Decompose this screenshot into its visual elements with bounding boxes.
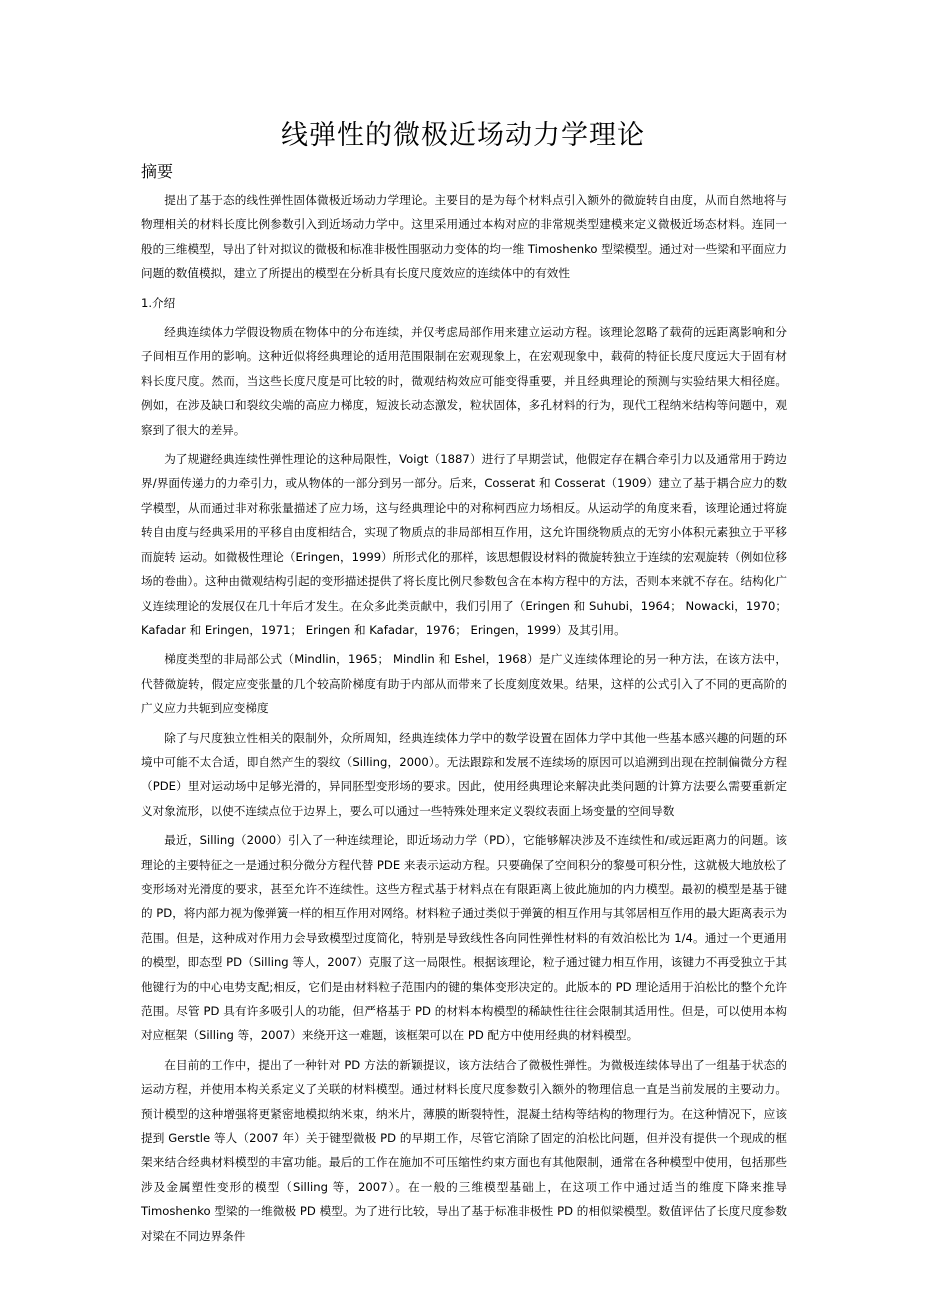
body-paragraph: 在目前的工作中，提出了一种针对 PD 方法的新颖提议，该方法结合了微极性弹性。为微极连续体导出了一组基于状态的运动方程，并使用本构关系定义了关联的材料模型。通过材料长度尺度参数引入额外的物理信息一直是当前发展的主要动力。预计模型的这种增强将更紧密地模拟纳米束，纳米片，薄膜的断裂特性，混凝土结构等结构的物理行为。在这种情况下，应该提到 Gerstle 等人（2007 年）关于键型微极 PD 的早期工作，尽管它消除了固定的泊松比问题，但并没有提供一个现成的框架来结合经典材料模型的丰富功能。最后的工作在施加不可压缩性约束方面也有其他限制，通常在各种模型中使用，包括那些涉及金属塑性变形的模型（Silling 等，2007）。在一般的三维模型基础上，在这项工作中通过适当的维度下降来推导 Timoshenko 型梁的一维微极 PD 模型。为了进行比较，导出了基于标准非极性 PD 的相似梁模型。数值评估了长度尺度参数对梁在不同边界条件 <box>141 1057 787 1243</box>
body-paragraph: 为了规避经典连续性弹性理论的这种局限性，Voigt（1887）进行了早期尝试，他假定存在耦合牵引力以及通常用于跨边界/界面传递力的力牵引力，或从物体的一部分到另一部分。后来，Cosserat 和 Cosserat（1909）建立了基于耦合应力的数学模型，从而通过非对称张量描述了应力场，这与经典理论中的对称柯西应力场相反。从运动学的角度来看，该理论通过将旋转自由度与经典采用的平移自由度相结合，实现了物质点的非局部相互作用，这允许围绕物质点的无穷小体积元素独立于平移而旋转 运动。如微极性理论（Eringen，1999）所形式化的那样，该思想假设材料的微旋转独立于连续的宏观旋转（例如位移场的卷曲）。这种由微观结构引起的变形描述提供了将长度比例尺参数包含在本构方程中的方法，否则本来就不存在。结构化广义连续理论的发展仅在几十年后才发生。在众多此类贡献中，我们引用了（Eringen 和 Suhubi，1964； Nowacki，1970； Kafadar 和 Eringen，1971； Eringen 和 Kafadar，1976； Eringen，1999）及其引用。 <box>141 452 787 637</box>
document-body <box>141 188 787 1248</box>
abstract-paragraph: 提出了基于态的线性弹性固体微极近场动力学理论。主要目的是为每个材料点引入额外的微旋转自由度，从而自然地将与物理相关的材料长度比例参数引入到近场动力学中。这里采用通过本构对应的非常规类型建模来定义微极近场态材料。连同一般的三维模型，导出了针对拟议的微极和标准非极性围驱动力变体的均一维 Timoshenko 型梁模型。通过对一些梁和平面应力问题的数值模拟，建立了所提出的模型在分析具有长度尺度效应的连续体中的有效性 <box>141 193 787 281</box>
body-paragraph: 最近，Silling（2000）引入了一种连续理论，即近场动力学（PD），它能够解决涉及不连续性和/或远距离力的问题。该理论的主要特征之一是通过积分微分方程代替 PDE 来表示运动方程。只要确保了空间积分的黎曼可积分性，这就极大地放松了变形场对光滑度的要求，甚至允许不连续性。这些方程式基于材料点在有限距离上彼此施加的内力模型。最初的模型是基于键的 PD，将内部力视为像弹簧一样的相互作用对网络。材料粒子通过类似于弹簧的相互作用与其邻居相互作用的最大距离表示为范围。但是，这种成对作用力会导致模型过度简化，特别是导致线性各向同性弹性材料的有效泊松比为 1/4。通过一个更通用的模型，即态型 PD（Silling 等人，2007）克服了这一局限性。根据该理论，粒子通过键力相互作用，该键力不再受独立于其他键行为的中心电势支配;相反，它们是由材料粒子范围内的键的集体变形决定的。此版本的 PD 理论适用于泊松比的整个允许范围。尽管 PD 具有许多吸引人的功能，但严格基于 PD 的材料本构模型的稀缺性往往会限制其适用性。但是，可以使用本构对应框架（Silling 等，2007）来绕开这一难题，该框架可以在 PD 配方中使用经典的材料模型。 <box>141 833 787 1043</box>
body-paragraph: 经典连续体力学假设物质在物体中的分布连续，并仅考虑局部作用来建立运动方程。该理论忽略了载荷的远距离影响和分子间相互作用的影响。这种近似将经典理论的适用范围限制在宏观现象上，在宏观现象中，载荷的特征长度尺度远大于固有材料长度尺度。然而，当这些长度尺度是可比较的时，微观结构效应可能变得重要，并且经典理论的预测与实验结果大相径庭。例如，在涉及缺口和裂纹尖端的高应力梯度，短波长动态激发，粒状固体，多孔材料的行为，现代工程纳米结构等问题中，观察到了很大的差异。 <box>141 325 787 437</box>
abstract-heading: 摘要 <box>141 162 174 181</box>
body-paragraph: 梯度类型的非局部公式（Mindlin，1965； Mindlin 和 Eshel，1968）是广义连续体理论的另一种方法，在该方法中，代替微旋转，假定应变张量的几个较高阶梯度有助于内部从而带来了长度刻度效果。结果，这样的公式引入了不同的更高阶的广义应力共轭到应变梯度 <box>141 652 787 716</box>
body-paragraph: 除了与尺度独立性相关的限制外，众所周知，经典连续体力学中的数学设置在固体力学中其他一些基本感兴趣的问题的环境中可能不太合适，即自然产生的裂纹（Silling，2000）。无法跟踪和发展不连续场的原因可以追溯到出现在控制偏微分方程（PDE）里对运动场中足够光滑的，异同胚型变形场的要求。因此，使用经典理论来解决此类问题的计算方法要么需要重新定义对象流形，以使不连续点位于边界上，要么可以通过一些特殊处理来定义裂纹表面上场变量的空间导数 <box>141 730 787 818</box>
section-heading-introduction: 1.介绍 <box>141 295 176 310</box>
document-title: 线弹性的微极近场动力学理论 <box>281 120 645 151</box>
